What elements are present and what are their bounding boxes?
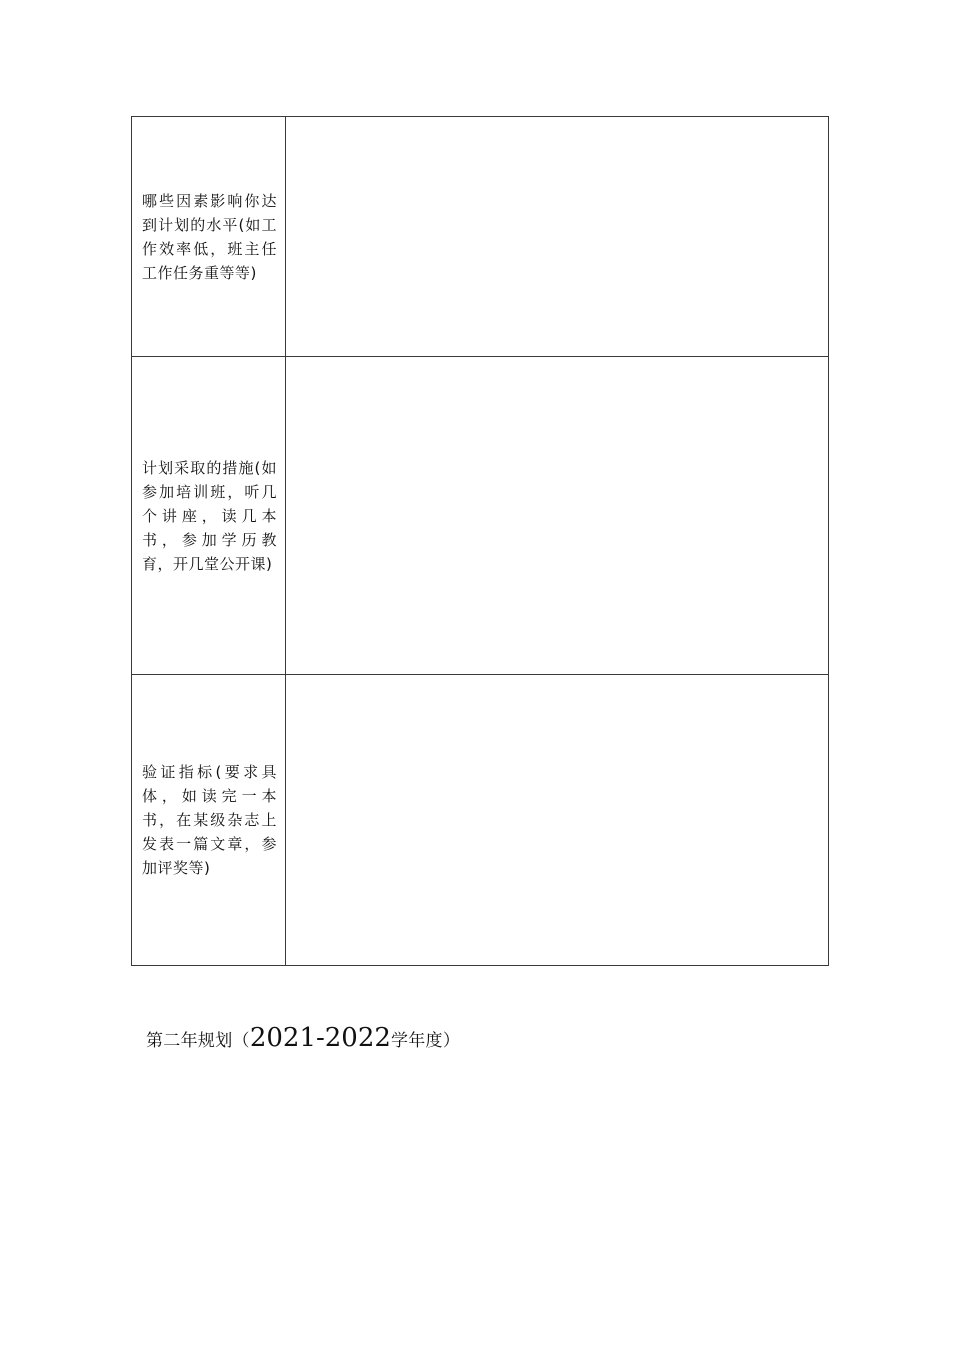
heading-year-range: 2021-2022 (249, 1023, 391, 1053)
second-year-plan-heading (146, 1022, 460, 1057)
table-row (132, 117, 829, 357)
influencing-factors-answer[interactable] (286, 117, 829, 357)
planned-measures-answer[interactable] (286, 357, 829, 675)
row-label-cell (132, 117, 286, 357)
planned-measures-label: 计划采取的措施(如参加培训班，听几个讲座，读几本书，参加学历教育，开几堂公开课) (142, 458, 277, 573)
planning-table (131, 116, 829, 966)
influencing-factors-label: 哪些因素影响你达到计划的水平(如工作效率低，班主任工作任务重等等) (142, 191, 277, 282)
heading-suffix: 学年度） (390, 1031, 461, 1051)
verification-indicators-answer[interactable] (286, 675, 829, 966)
table-row (132, 357, 829, 675)
row-label-cell (132, 675, 286, 966)
table-row (132, 675, 829, 966)
verification-indicators-label: 验证指标(要求具体，如读完一本书，在某级杂志上发表一篇文章，参加评奖等) (142, 763, 277, 877)
row-label-cell (132, 357, 286, 675)
heading-prefix: 第二年规划（ (146, 1031, 250, 1051)
